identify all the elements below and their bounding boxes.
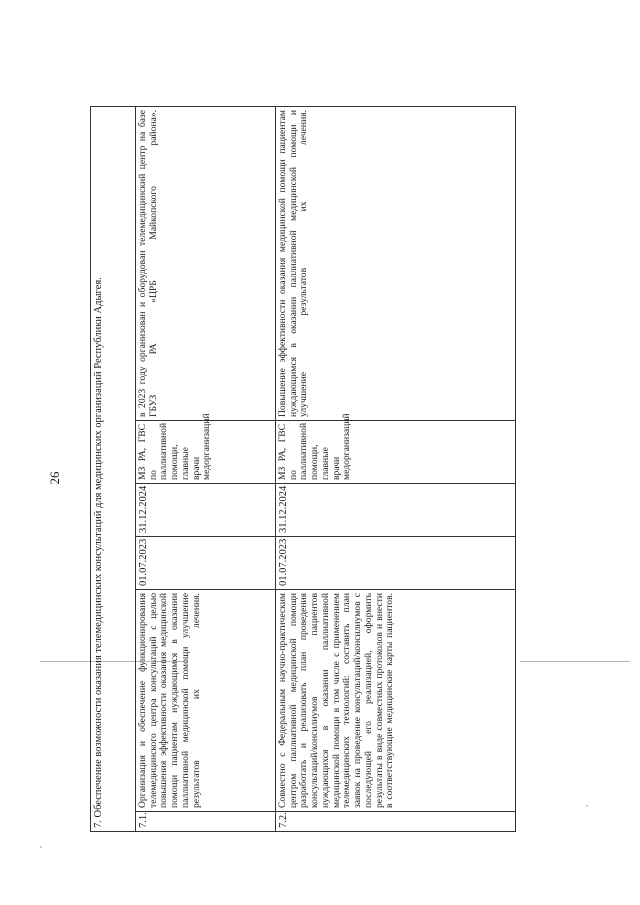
table-row	[136, 106, 276, 831]
scan-artifact-dot	[586, 805, 588, 807]
scan-artifact-dot	[40, 846, 42, 848]
activity-cell: Организация и обеспечение функционирования телемедицинского центра консультаций с целью повышения эффективности оказания медицинской помощи пациентам нуждающимся в оказании паллиативной медицинской помощи улучшение результатов их лечения.	[136, 590, 276, 812]
result-cell: в 2023 году организован и оборудован телемедицинский центр на базе ГБУЗ РА «ЦРБ Майкопского района».	[136, 106, 276, 420]
start-date-cell: 01.07.2023	[136, 537, 276, 590]
row-number: 7.1.	[136, 812, 276, 832]
end-date-cell: 31.12.2024	[276, 484, 516, 537]
page-number: 26	[47, 471, 62, 485]
responsible-cell: МЗ РА, ГВС по паллиативной помощи, главные врачи медорганизаций	[276, 421, 516, 484]
responsible-cell: МЗ РА, ГВС по паллиативной помощи, главные врачи медорганизаций	[136, 421, 276, 484]
row-number: 7.2.	[276, 812, 516, 832]
section-title: 7. Обеспечение возможности оказания телемедицинских консультаций для медицинских организаций Республики Адыгея.	[91, 106, 136, 831]
end-date-cell: 31.12.2024	[136, 484, 276, 537]
scan-artifact-line-right	[520, 661, 630, 662]
activity-cell: Совместно с Федеральным научно-практическим центром паллиативной медицинской помощи разработать и реализовать план проведения консультаций/консилиумов пациентов нуждающихся в оказании паллиативной медицинской помощи в том числе с применением телемедицинских технологий: составить план заявок на проведение консультаций/консилиумов с последующей его реализацией, оформить результаты в виде совместных протоколов и внести в соответствующие медицинские карты пациентов.	[276, 590, 516, 812]
result-cell: Повышение эффективности оказания медицинской помощи пациентам нуждающимся в оказании паллиативной медицинской помощи и улучшение результатов их лечения.	[276, 106, 516, 420]
plan-table	[90, 106, 516, 832]
start-date-cell: 01.07.2023	[276, 537, 516, 590]
rotated-table-wrapper	[90, 107, 515, 832]
table-row	[276, 106, 516, 831]
